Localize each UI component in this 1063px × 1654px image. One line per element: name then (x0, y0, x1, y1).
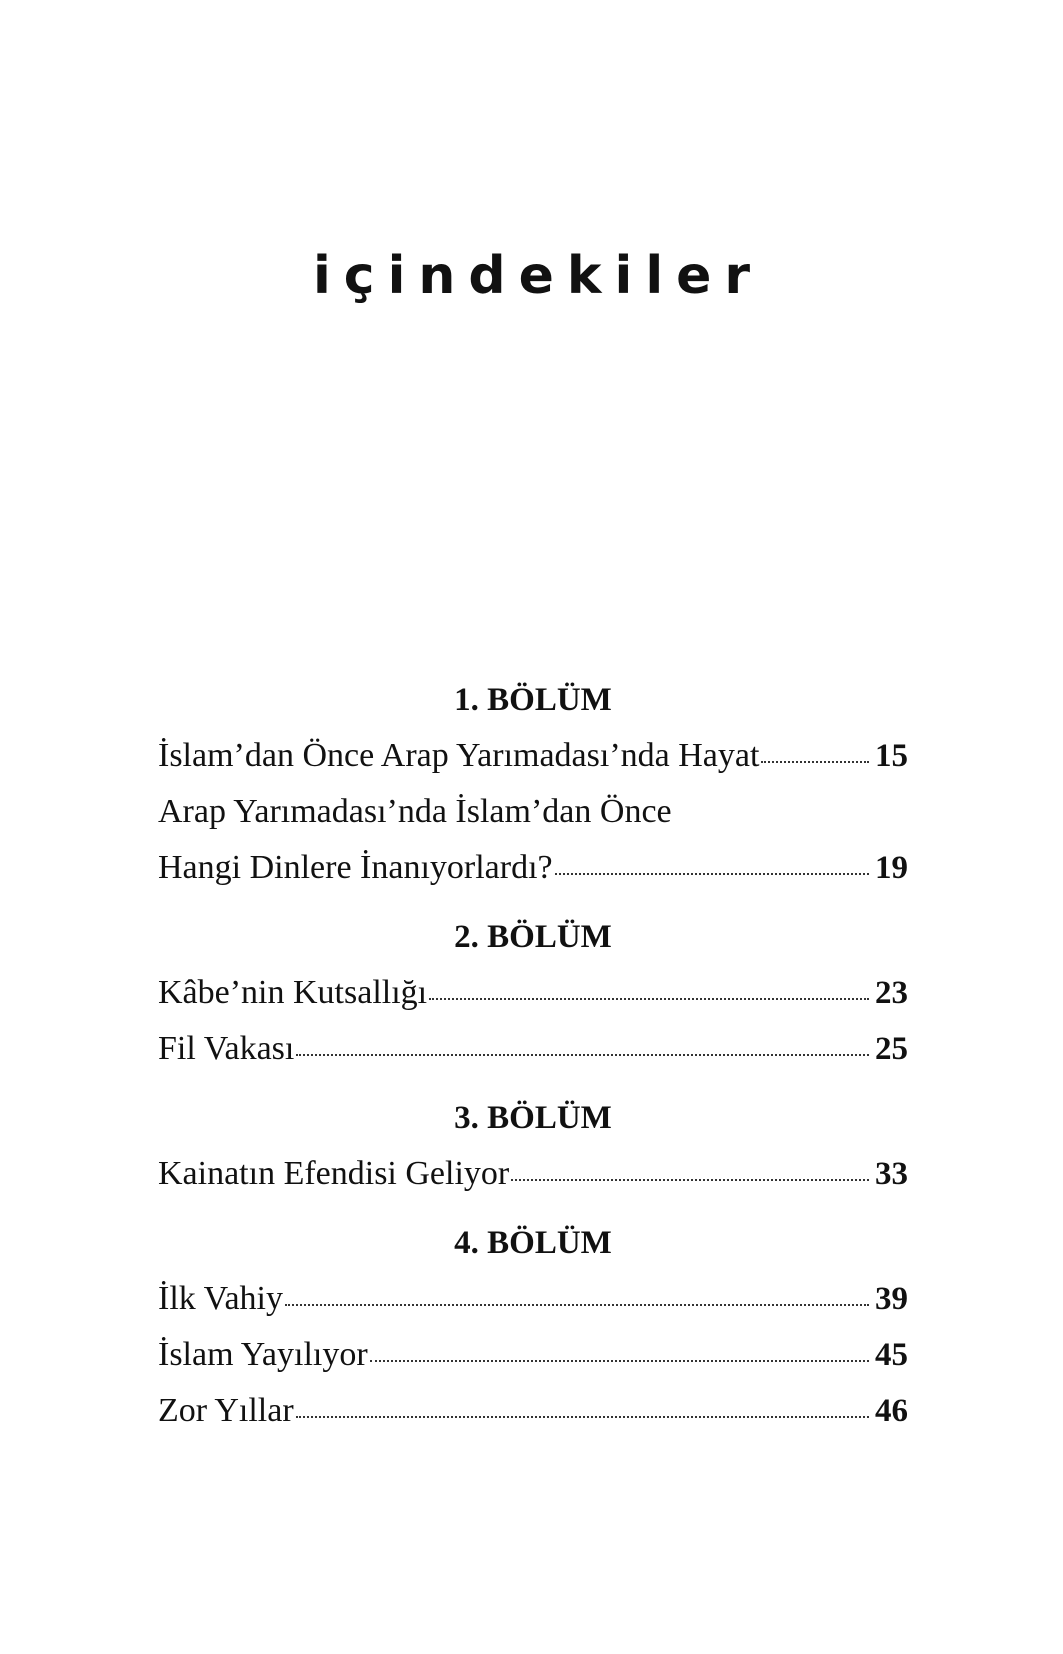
toc-entry-title: Kâbe’nin Kutsallığı (158, 974, 428, 1011)
page-number: 45 (875, 1337, 908, 1373)
dot-leader (511, 1179, 869, 1181)
dot-leader (761, 761, 869, 763)
section-heading: 1. BÖLÜM (454, 682, 612, 718)
toc-entry-line: Arap Yarımadası’nda İslam’dan Önce (158, 793, 672, 830)
toc-section (158, 1215, 908, 1439)
toc-entry-title: İslam Yayılıyor (158, 1336, 368, 1373)
toc-entry-title: Hangi Dinlere İnanıyorlardı? (158, 849, 553, 886)
dot-leader (296, 1054, 869, 1056)
page-title: içindekiler (312, 245, 764, 306)
toc-section (158, 909, 908, 1077)
toc-entry[interactable] (158, 1327, 908, 1383)
toc-entry[interactable] (158, 840, 908, 896)
page-number: 25 (875, 1031, 908, 1067)
page-number: 19 (875, 850, 908, 886)
dot-leader (296, 1416, 869, 1418)
page-number: 46 (875, 1393, 908, 1429)
toc-entry[interactable] (158, 965, 908, 1021)
toc-entry-title: Fil Vakası (158, 1030, 295, 1067)
toc-entry[interactable] (158, 1146, 908, 1202)
dot-leader (285, 1304, 869, 1306)
toc-entry[interactable] (158, 1383, 908, 1439)
toc-entry[interactable] (158, 728, 908, 784)
page-number: 15 (875, 738, 908, 774)
toc-section (158, 1090, 908, 1202)
toc-section (158, 672, 908, 896)
dot-leader (429, 998, 869, 1000)
section-heading: 4. BÖLÜM (454, 1225, 612, 1261)
toc-entry[interactable] (158, 1021, 908, 1077)
toc-entry-title: Zor Yıllar (158, 1392, 294, 1429)
page-number: 23 (875, 975, 908, 1011)
toc-entry-title: Kainatın Efendisi Geliyor (158, 1155, 510, 1192)
toc-entry-title: İlk Vahiy (158, 1280, 283, 1317)
dot-leader (555, 873, 869, 875)
toc-entry-title: İslam’dan Önce Arap Yarımadası’nda Hayat (158, 737, 760, 774)
table-of-contents (158, 672, 908, 1439)
page-number: 39 (875, 1281, 908, 1317)
dot-leader (370, 1360, 869, 1362)
toc-entry[interactable] (158, 1271, 908, 1327)
section-heading: 3. BÖLÜM (454, 1100, 612, 1136)
page-number: 33 (875, 1156, 908, 1192)
section-heading: 2. BÖLÜM (454, 919, 612, 955)
